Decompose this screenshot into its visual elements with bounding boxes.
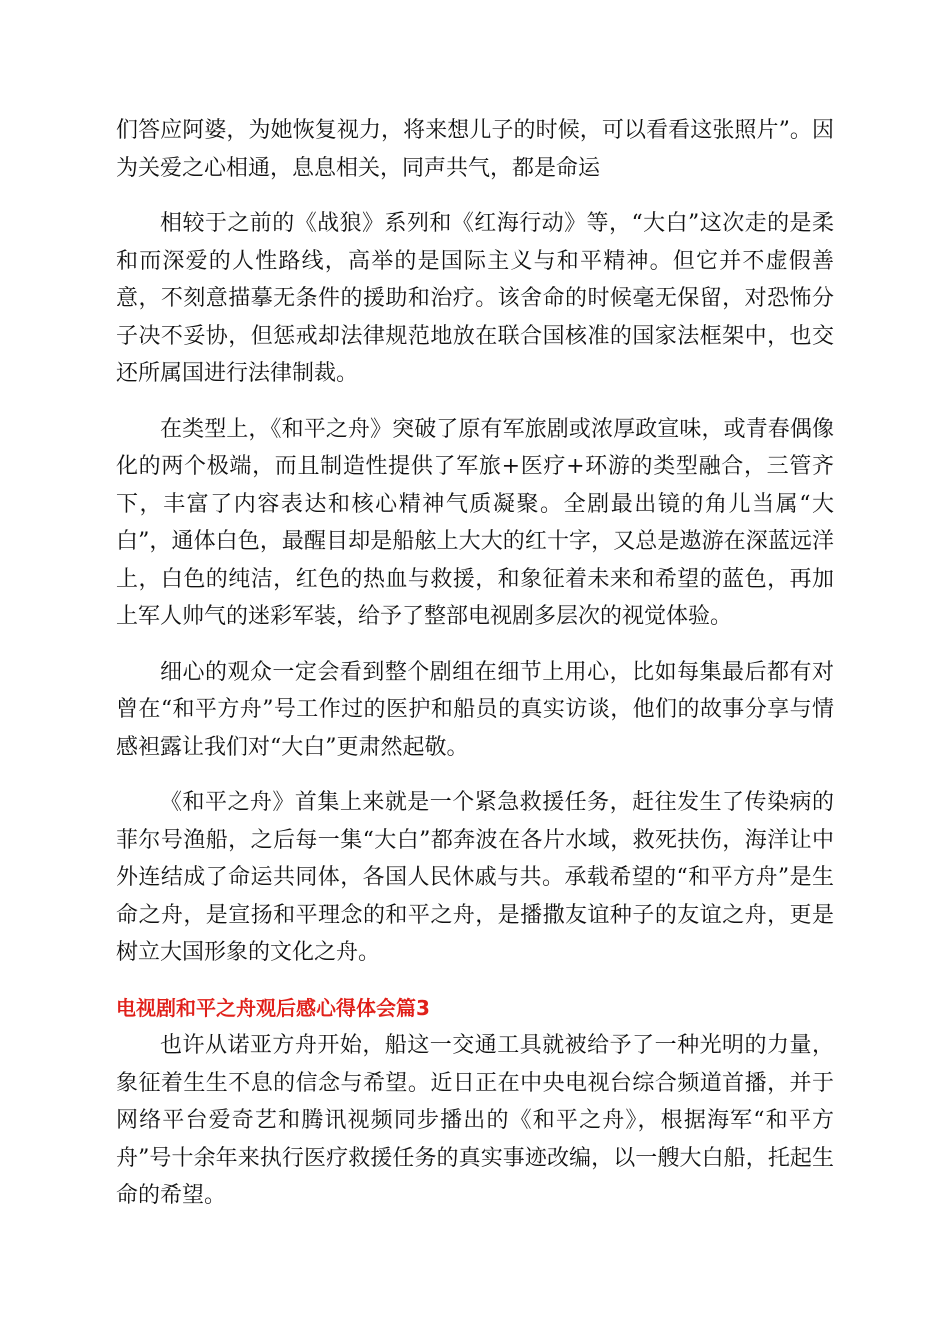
paragraph-continued: 们答应阿婆，为她恢复视力，将来想儿子的时候，可以看看这张照片”。因为关爱之心相通，息息相关，同声共气，都是命运 — [116, 118, 834, 181]
paragraph: 细心的观众一定会看到整个剧组在细节上用心，比如每集最后都有对曾在“和平方舟”号工作过的医护和船员的真实访谈，他们的故事分享与情感袒露让我们对“大白”更肃然起敬。 — [116, 659, 834, 760]
paragraph: 《和平之舟》首集上来就是一个紧急救援任务，赶往发生了传染病的菲尔号渔船，之后每一集“大白”都奔波在各片水域，救死扶伤，海洋让中外连结成了命运共同体，各国人民休戚与共。承载希望的“和平方舟”是生命之舟，是宣扬和平理念的和平之舟，是播撒友谊种子的友谊之舟，更是树立大国形象的文化之舟。 — [116, 790, 834, 965]
document-page — [116, 112, 834, 1215]
section-heading: 电视剧和平之舟观后感心得体会篇3 — [116, 995, 430, 1020]
paragraph: 也许从诺亚方舟开始，船这一交通工具就被给予了一种光明的力量，象征着生生不息的信念与希望。近日正在中央电视台综合频道首播，并于网络平台爱奇艺和腾讯视频同步播出的《和平之舟》，根据海军“和平方舟”号十余年来执行医疗救援任务的真实事迹改编，以一艘大白船，托起生命的希望。 — [116, 1033, 834, 1208]
paragraph: 在类型上，《和平之舟》突破了原有军旅剧或浓厚政宣味，或青春偶像化的两个极端，而且制造性提供了军旅+医疗+环游的类型融合，三管齐下，丰富了内容表达和核心精神气质凝聚。全剧最出镜的角儿当属“大白”，通体白色，最醒目却是船舷上大大的红十字，又总是遨游在深蓝远洋上，白色的纯洁，红色的热血与救援，和象征着未来和希望的蓝色，再加上军人帅气的迷彩军装，给予了整部电视剧多层次的视觉体验。 — [116, 416, 834, 629]
paragraph: 相较于之前的《战狼》系列和《红海行动》等，“大白”这次走的是柔和而深爱的人性路线，高举的是国际主义与和平精神。但它并不虚假善意，不刻意描摹无条件的援助和治疗。该舍命的时候毫无保留，对恐怖分子决不妥协，但惩戒却法律规范地放在联合国核准的国家法框架中，也交还所属国进行法律制裁。 — [116, 211, 834, 386]
